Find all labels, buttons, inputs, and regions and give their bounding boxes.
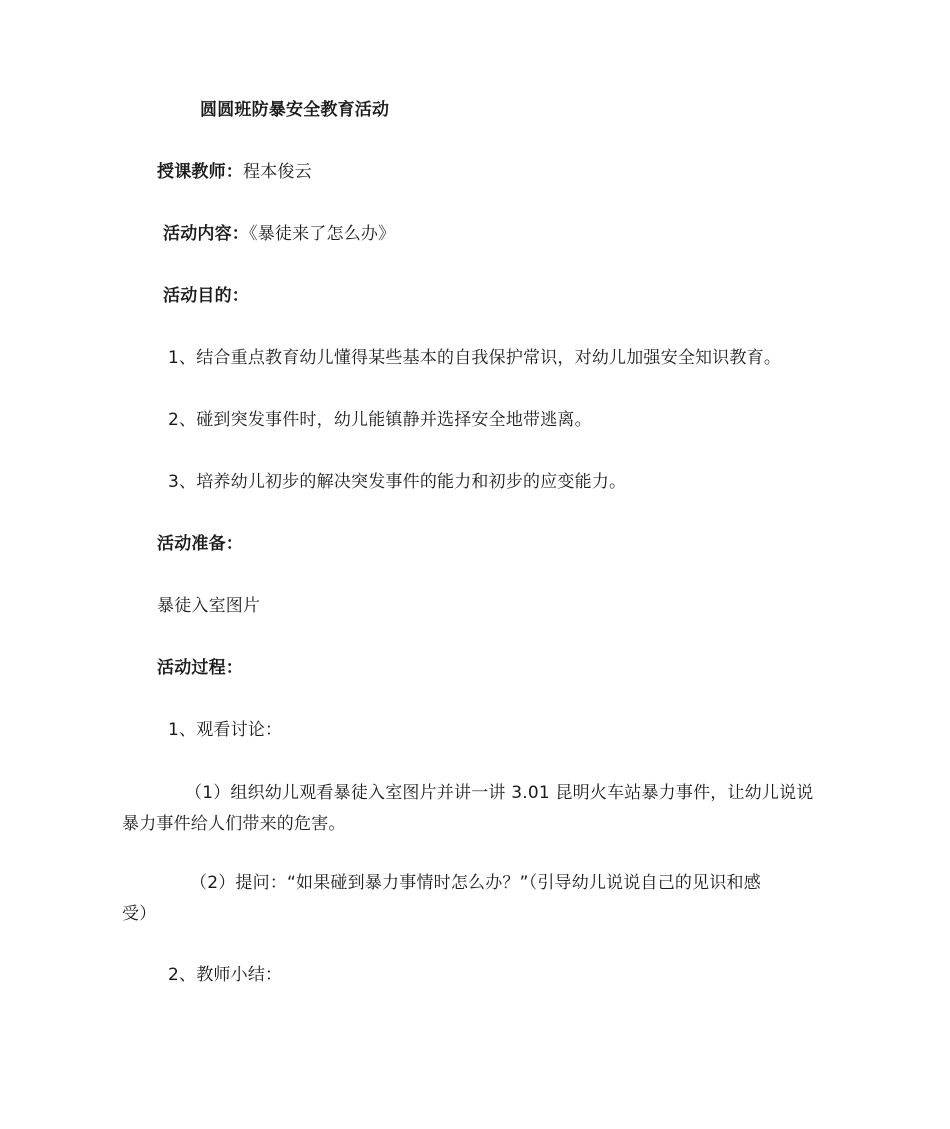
goal-item-3: 3、培养幼儿初步的解决突发事件的能力和初步的应变能力。 (168, 472, 627, 492)
teacher-name: 程本俊云 (243, 162, 312, 182)
process-sub-1-line-1: （1）组织幼儿观看暴徒入室图片并讲一讲 3.01 昆明火车站暴力事件，让幼儿说说 (185, 783, 814, 803)
teacher-line (157, 160, 312, 184)
process-step-2: 2、教师小结： (168, 965, 283, 985)
process-sub-1-line-2: 暴力事件给人们带来的危害。 (122, 814, 346, 834)
teacher-label: 授课教师： (157, 162, 243, 182)
process-sub-2-line-2: 受） (122, 904, 157, 924)
preparation-text: 暴徒入室图片 (157, 596, 261, 616)
process-sub-2-line-1: （2）提问：“如果碰到暴力事情时怎么办？”（引导幼儿说说自己的见识和感 (190, 873, 761, 893)
goal-item-1: 1、结合重点教育幼儿懂得某些基本的自我保护常识，对幼儿加强安全知识教育。 (168, 348, 782, 368)
content-label: 活动内容： (163, 224, 249, 244)
content-line (163, 222, 395, 246)
goals-heading: 活动目的： (163, 286, 249, 306)
process-step-1: 1、观看讨论： (168, 720, 283, 740)
preparation-heading: 活动准备： (157, 534, 243, 554)
process-heading: 活动过程： (157, 658, 243, 678)
content-value: 《暴徒来了怎么办》 (249, 224, 396, 244)
document-title: 圆圆班防暴安全教育活动 (200, 100, 390, 120)
goal-item-2: 2、碰到突发事件时，幼儿能镇静并选择安全地带逃离。 (168, 410, 592, 430)
